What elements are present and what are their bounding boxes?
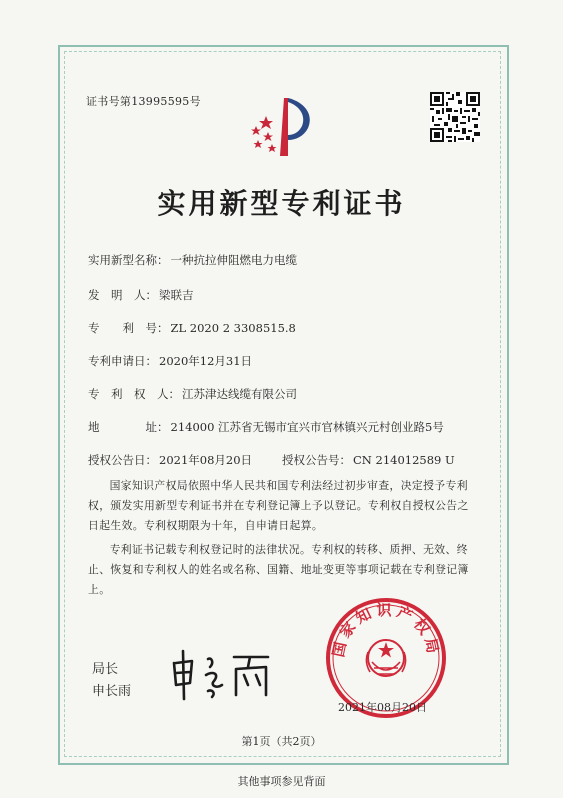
director-name: 申长雨	[92, 684, 132, 699]
legal-status-statement: 专利证书记载专利权登记时的法律状况。专利权的转移、质押、无效、终止、恢复和专利权人的姓名或名称、国籍、地址变更等事项记载在专利登记簿上。	[88, 543, 469, 596]
field-patentee	[88, 386, 297, 402]
field-value: ZL 2020 2 3308515.8	[170, 321, 296, 335]
field-grant-announcement-date	[88, 452, 252, 468]
field-value: CN 214012589 U	[353, 453, 455, 467]
field-inventor	[88, 287, 194, 303]
certificate-number: 证书号第13995595号	[86, 95, 201, 108]
patent-office-emblem-icon	[244, 92, 324, 158]
page-number: 第1页（共2页）	[241, 735, 322, 748]
field-application-date	[88, 353, 252, 369]
grant-statement: 国家知识产权局依照中华人民共和国专利法经过初步审查，决定授予专利权，颁发实用新型专利证书并在专利登记簿上予以登记。专利权自授权公告之日起生效。专利权期限为十年，自申请日起算。	[88, 479, 469, 532]
handwritten-signature-icon	[168, 645, 278, 705]
qr-code-icon	[430, 92, 480, 142]
field-grant-announcement-number	[282, 452, 455, 468]
field-value: 一种抗拉伸阻燃电力电缆	[170, 253, 297, 267]
field-value: 梁联吉	[159, 288, 194, 302]
certificate-title: 实用新型专利证书	[157, 187, 406, 220]
field-label: 专 利 号：	[88, 321, 169, 335]
field-patent-number	[88, 320, 296, 336]
field-value: 214000 江苏省无锡市宜兴市官林镇兴元村创业路5号	[170, 420, 444, 434]
field-label: 地 址：	[88, 420, 169, 434]
field-label: 授权公告号：	[282, 453, 351, 467]
field-address	[88, 419, 444, 435]
field-label: 专 利 权 人：	[88, 387, 180, 401]
field-utility-model-name	[88, 252, 297, 268]
field-label: 发 明 人：	[88, 288, 157, 302]
footer-note: 其他事项参见背面	[237, 775, 326, 788]
seal-date: 2021年08月20日	[338, 701, 427, 714]
field-value: 2021年08月20日	[159, 453, 253, 467]
field-value: 2020年12月31日	[159, 354, 253, 368]
seal-text: 国家知识产权局	[329, 601, 443, 659]
field-label: 专利申请日：	[88, 354, 157, 368]
director-title: 局长	[92, 662, 119, 677]
field-label: 实用新型名称：	[88, 253, 169, 267]
field-value: 江苏津达线缆有限公司	[182, 387, 297, 401]
field-label: 授权公告日：	[88, 453, 157, 467]
